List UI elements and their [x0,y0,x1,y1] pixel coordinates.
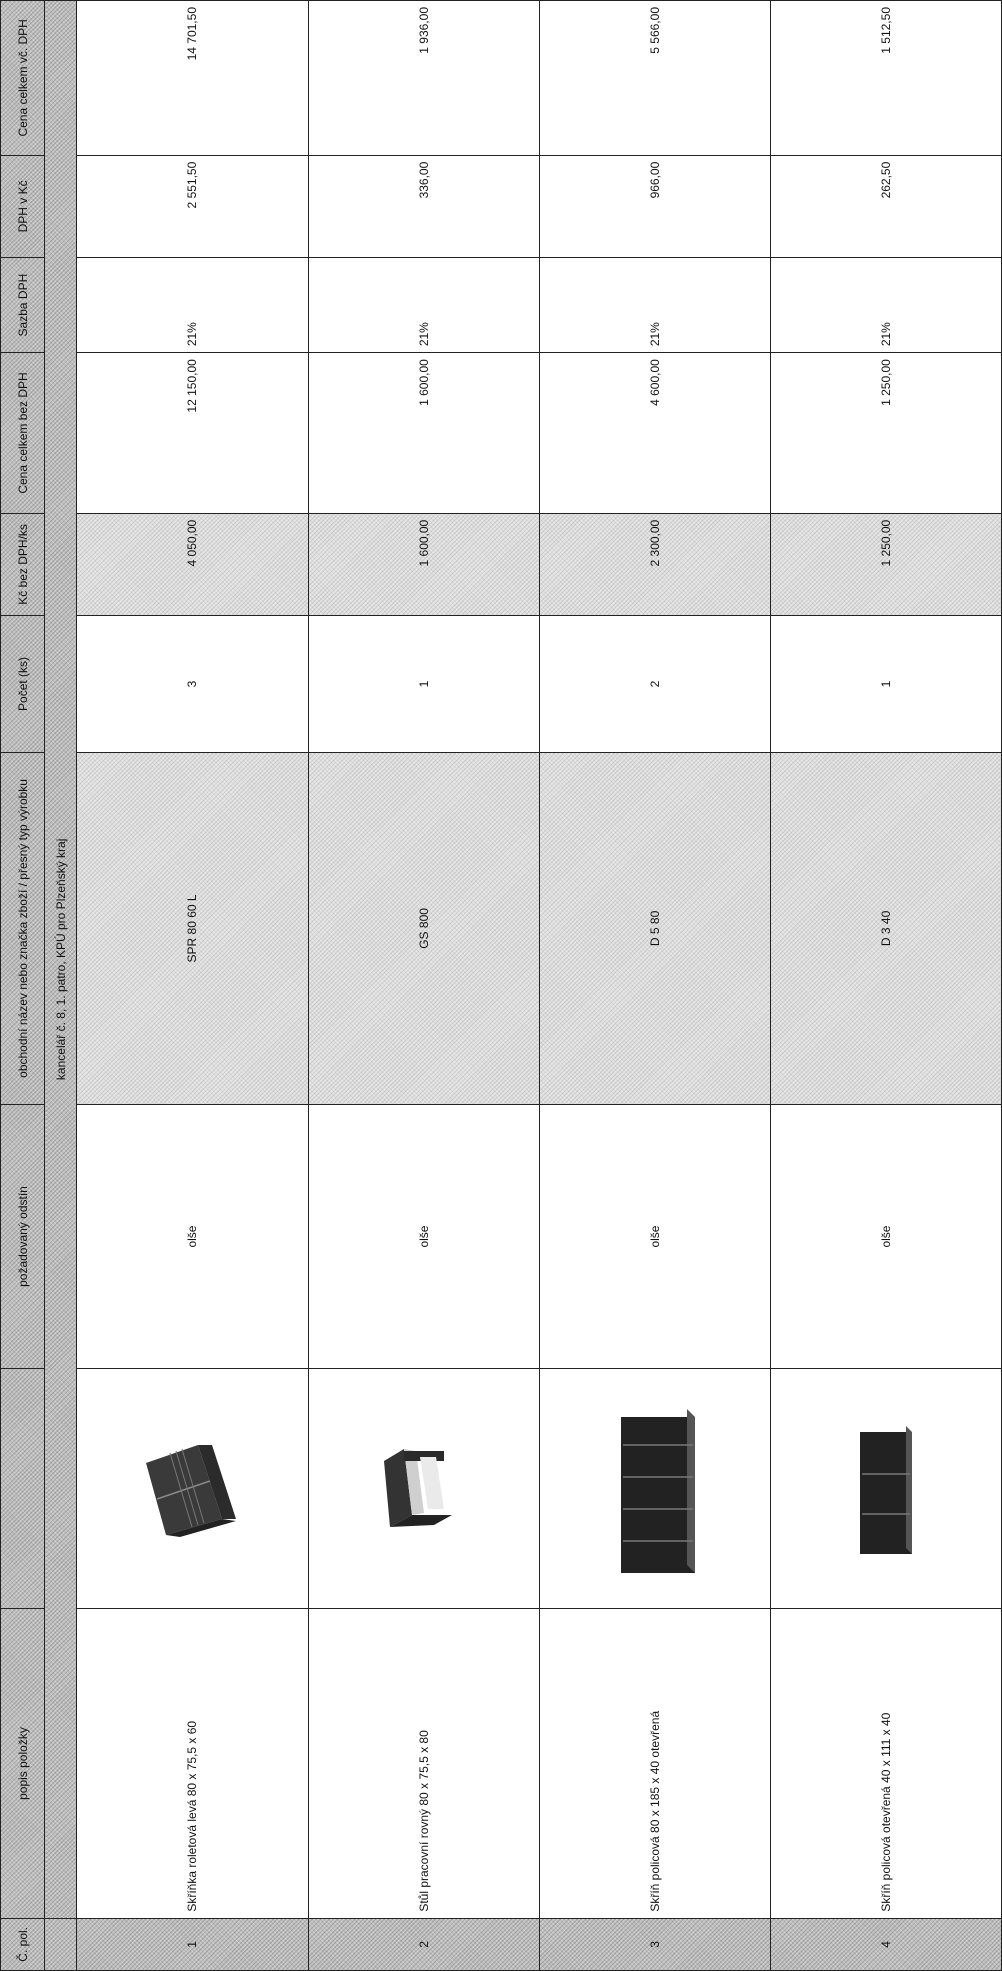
item-total-with-vat: 14 701,50 [77,1,308,156]
item-quantity: 3 [77,616,308,753]
roller-cabinet-icon [77,1369,308,1609]
item-unit-price: 1 600,00 [308,513,539,615]
item-description: Skříň policová 80 x 185 x 40 otevřená [539,1609,770,1918]
item-total-with-vat: 5 566,00 [539,1,770,156]
item-description: Skříňka roletová levá 80 x 75,5 x 60 [77,1609,308,1918]
item-quantity: 1 [770,616,1001,753]
item-unit-price: 1 250,00 [770,513,1001,615]
header-product: obchodní název nebo značka zboží / přesný typ výrobku [1,752,45,1104]
section-label: kancelář č. 8, 1. patro, KPÚ pro Plzeňský kraj [45,1,77,1919]
header-finish: požadovaný odstín [1,1104,45,1368]
header-vat-rate: Sazba DPH [1,258,45,353]
section-spacer [45,1918,77,1970]
item-vat-amount: 336,00 [308,155,539,257]
item-description: Skříň policová otevřená 40 x 111 x 40 [770,1609,1001,1918]
item-number: 1 [77,1918,308,1970]
header-row [1,1,45,1971]
item-quantity: 1 [308,616,539,753]
item-unit-price: 4 050,00 [77,513,308,615]
desk-icon [308,1369,539,1609]
item-number: 4 [770,1918,1001,1970]
item-number: 2 [308,1918,539,1970]
item-vat-rate: 21% [539,258,770,353]
item-total-no-vat: 12 150,00 [77,353,308,514]
low-shelf-icon [770,1369,1001,1609]
item-finish: olše [770,1104,1001,1368]
table-row [539,1,770,1971]
item-finish: olše [77,1104,308,1368]
item-total-no-vat: 1 250,00 [770,353,1001,514]
item-product: GS 800 [308,752,539,1104]
section-row [45,1,77,1971]
header-total-no-vat: Cena celkem bez DPH [1,353,45,514]
item-total-no-vat: 4 600,00 [539,353,770,514]
table-row [308,1,539,1971]
header-item-number: Č. pol. [1,1918,45,1970]
item-vat-rate: 21% [308,258,539,353]
table-row [770,1,1001,1971]
item-product: SPR 80 60 L [77,752,308,1104]
item-vat-amount: 2 551,50 [77,155,308,257]
header-total-with-vat: Cena celkem vč. DPH [1,1,45,156]
header-quantity: Počet (ks) [1,616,45,753]
item-vat-rate: 21% [77,258,308,353]
item-description: Stůl pracovní rovný 80 x 75,5 x 80 [308,1609,539,1918]
header-description: popis položky [1,1609,45,1918]
item-vat-amount: 262,50 [770,155,1001,257]
item-finish: olše [539,1104,770,1368]
item-vat-amount: 966,00 [539,155,770,257]
item-total-with-vat: 1 936,00 [308,1,539,156]
header-vat-amount: DPH v Kč [1,155,45,257]
item-quantity: 2 [539,616,770,753]
header-image [1,1369,45,1609]
item-total-no-vat: 1 600,00 [308,353,539,514]
item-number: 3 [539,1918,770,1970]
item-total-with-vat: 1 512,50 [770,1,1001,156]
item-product: D 5 80 [539,752,770,1104]
table-row [77,1,308,1971]
item-finish: olše [308,1104,539,1368]
item-product: D 3 40 [770,752,1001,1104]
item-vat-rate: 21% [770,258,1001,353]
item-unit-price: 2 300,00 [539,513,770,615]
header-unit-price: Kč bez DPH/ks [1,513,45,615]
tall-shelf-icon [539,1369,770,1609]
